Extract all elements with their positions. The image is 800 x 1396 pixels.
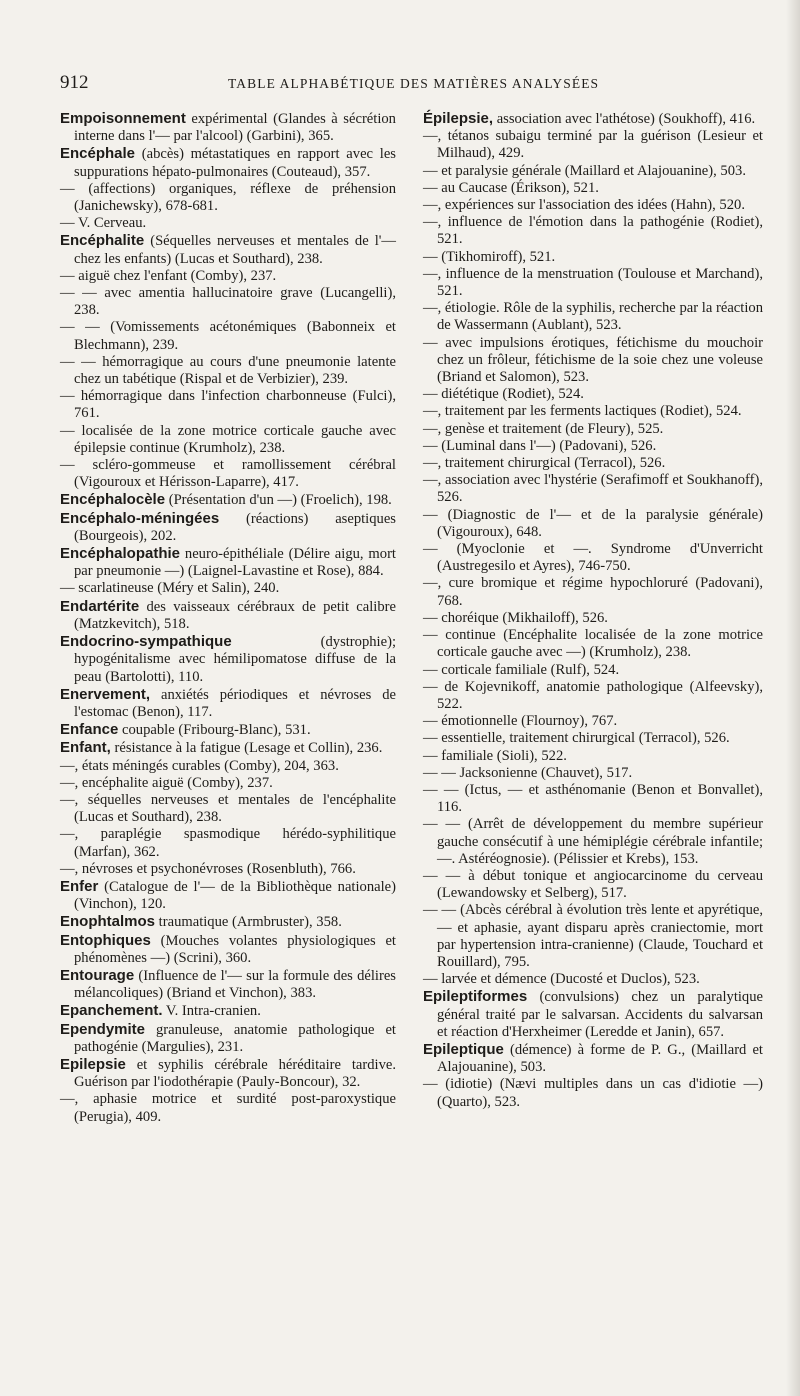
index-entry: [423, 300, 763, 334]
index-entry: [60, 598, 396, 633]
index-entry: [423, 971, 763, 988]
index-entry: [423, 455, 763, 472]
index-entry: [423, 421, 763, 438]
entry-text: (démence) à forme de P. G., (Maillard et Alajouanine), 503.: [437, 1041, 763, 1076]
index-entry: [60, 232, 396, 267]
index-entry: [60, 354, 396, 388]
entry-text: (convulsions) chez un paralytique général traité par le salvarsan. Accidents du salvarsan et réaction d'Herxheimer (Leredde et Janin), 657.: [437, 989, 764, 1040]
entry-text: —, paraplégie spasmodique hérédo-syphilitique (Marfan), 362.: [60, 826, 396, 860]
index-entry: [423, 988, 763, 1041]
entry-headword: Epilepsie: [60, 1055, 126, 1073]
entry-text: —, expériences sur l'association des idées (Hahn), 520.: [423, 197, 745, 214]
entry-text: association avec l'athétose) (Soukhoff), 416.: [496, 111, 756, 127]
entry-text: —, association avec l'hystérie (Serafimoff et Soukhanoff), 526.: [423, 472, 763, 506]
entry-text: — scarlatineuse (Méry et Salin), 240.: [60, 580, 280, 597]
index-entry: [60, 268, 396, 285]
entry-headword: Entophiques: [60, 931, 151, 949]
entry-text: — corticale familiale (Rulf), 524.: [423, 661, 620, 678]
entry-text: — scléro-gommeuse et ramollissement cérébral (Vigouroux et Hérisson-Laparre), 417.: [60, 457, 396, 491]
index-entry: [423, 868, 763, 902]
entry-text: (abcès) métastatiques en rapport avec les suppurations hépato-pulmonaires (Couteaud), 357.: [74, 146, 396, 180]
index-entry: [60, 878, 396, 913]
entry-text: —, tétanos subaigu terminé par la guérison (Lesieur et Milhaud), 429.: [423, 128, 763, 162]
index-entry: [423, 335, 763, 387]
index-entry: [423, 197, 763, 214]
entry-headword: Entourage: [60, 966, 135, 984]
index-entry: [423, 541, 763, 575]
index-entry: [423, 575, 763, 609]
index-entry: [60, 1021, 396, 1056]
index-entry: [423, 438, 763, 455]
index-entry: [423, 249, 763, 266]
entry-headword: Encéphalite: [60, 232, 145, 250]
index-entry: [60, 510, 396, 545]
entry-text: — continue (Encéphalite localisée de la zone motrice corticale gauche avec —) (Krumholz), 238.: [423, 627, 763, 661]
index-entry: [60, 285, 396, 319]
index-entry: [60, 423, 396, 457]
index-entry: [60, 758, 396, 775]
index-entry: [423, 110, 763, 128]
entry-text: (Mouches volantes physiologiques et phénomènes —) (Scrini), 360.: [74, 932, 396, 966]
index-entry: [423, 748, 763, 765]
index-entry: [423, 902, 763, 971]
entry-text: — — (Ictus, — et asthénomanie (Benon et Bonvallet), 116.: [423, 781, 763, 816]
entry-text: —, genèse et traitement (de Fleury), 525.: [423, 420, 664, 437]
index-entry: [423, 627, 763, 661]
entry-text: — et paralysie générale (Maillard et Alajouanine), 503.: [423, 162, 746, 179]
entry-text: —, séquelles nerveuses et mentales de l'encéphalite (Lucas et Southard), 238.: [60, 791, 396, 826]
entry-text: — au Caucase (Érikson), 521.: [423, 179, 599, 196]
entry-text: traumatique (Armbruster), 358.: [158, 914, 342, 931]
index-entry: [423, 266, 763, 300]
entry-text: — — avec amentia hallucinatoire grave (Lucangelli), 238.: [60, 285, 396, 319]
index-entry: [60, 686, 396, 721]
entry-headword: Encéphalopathie: [60, 545, 181, 563]
entry-text: (Séquelles nerveuses et mentales de l'— chez les enfants) (Lucas et Southard), 238.: [74, 233, 396, 267]
index-entry: [60, 545, 396, 580]
entry-headword: Encéphalo-méningées: [60, 509, 220, 527]
entry-text: — de Kojevnikoff, anatomie pathologique (Alfeevsky), 522.: [423, 678, 763, 712]
index-entry: [423, 662, 763, 679]
entry-text: (réactions) aseptiques (Bourgeois), 202.: [74, 510, 396, 544]
entry-headword: Endartérite: [60, 597, 140, 615]
entry-text: — (Luminal dans l'—) (Padovani), 526.: [423, 437, 657, 454]
entry-text: V. Intra-cranien.: [165, 1003, 261, 1020]
entry-headword: Endocrino-sympathique: [60, 633, 232, 651]
entry-text: — (Myoclonie et —. Syndrome d'Unverricht (Austregesilo et Ayres), 746-750.: [423, 541, 763, 575]
index-entry: [60, 739, 396, 757]
index-entry: [423, 507, 763, 541]
entry-text: granuleuse, anatomie pathologique et pathogénie (Margulies), 231.: [74, 1021, 396, 1055]
index-entry: [423, 163, 763, 180]
entry-text: —, encéphalite aiguë (Comby), 237.: [60, 774, 273, 791]
entry-text: —, traitement chirurgical (Terracol), 526.: [423, 455, 666, 472]
right-column: [423, 110, 763, 1111]
entry-text: — (Tikhomiroff), 521.: [423, 248, 556, 265]
running-title: TABLE ALPHABÉTIQUE DES MATIÈRES ANALYSÉES: [228, 76, 600, 91]
entry-headword: Enfer: [60, 877, 99, 895]
entry-text: — avec impulsions érotiques, fétichisme du mouchoir chez un frôleur, fétichisme de la soie chez une voleuse (Briand et Salomon), 523.: [423, 334, 763, 386]
index-entry: [60, 145, 396, 180]
entry-text: —, influence de l'émotion dans la pathogénie (Rodiet), 521.: [423, 214, 763, 248]
index-entry: [60, 861, 396, 878]
entry-text: —, traitement par les ferments lactiques (Rodiet), 524.: [423, 403, 742, 420]
entry-text: — (Diagnostic de l'— et de la paralysie générale) (Vigouroux), 648.: [423, 506, 763, 540]
entry-text: —, névroses et psychonévroses (Rosenbluth), 766.: [60, 860, 356, 877]
entry-text: — V. Cerveau.: [60, 215, 147, 232]
entry-text: —, aphasie motrice et surdité post-paroxystique (Perugia), 409.: [60, 1091, 396, 1125]
entry-text: — émotionnelle (Flournoy), 767.: [423, 713, 618, 730]
index-entry: [423, 610, 763, 627]
index-entry: [60, 775, 396, 792]
entry-text: — aiguë chez l'enfant (Comby), 237.: [60, 267, 277, 284]
entry-text: (Catalogue de l'— de la Bibliothèque nationale) (Vinchon), 120.: [74, 878, 396, 913]
index-entry: [60, 1002, 396, 1020]
index-entry: [60, 319, 396, 353]
entry-text: —, étiologie. Rôle de la syphilis, recherche par la réaction de Wassermann (Aublant), 523.: [423, 300, 763, 334]
entry-text: — familiale (Sioli), 522.: [423, 747, 567, 764]
entry-text: coupable (Fribourg-Blanc), 531.: [122, 722, 311, 739]
entry-headword: Ependymite: [60, 1020, 146, 1038]
entry-text: expérimental (Glandes à sécrétion interne dans l'— par l'alcool) (Garbini), 365.: [74, 111, 396, 145]
entry-headword: Epanchement.: [60, 1002, 163, 1020]
index-entry: [423, 1041, 763, 1076]
entry-text: — (affections) organiques, réflexe de préhension (Janichewsky), 678-681.: [60, 180, 396, 215]
entry-headword: Epileptiformes: [423, 988, 528, 1006]
page-edge-shadow: [786, 0, 800, 1396]
entry-headword: Epileptique: [423, 1040, 504, 1058]
entry-headword: Enervement,: [60, 685, 151, 703]
entry-text: anxiétés périodiques et névroses de l'estomac (Benon), 117.: [74, 686, 396, 720]
entry-text: — choréique (Mikhailoff), 526.: [423, 609, 608, 626]
index-entry: [60, 721, 396, 739]
entry-headword: Encéphalocèle: [60, 491, 166, 509]
entry-text: —, influence de la menstruation (Toulouse et Marchand), 521.: [423, 265, 763, 300]
index-entry: [60, 388, 396, 422]
entry-text: (dystrophie); hypogénitalisme avec hémilipomatose diffuse de la peau (Bartolotti), 110.: [74, 634, 396, 685]
entry-text: — — (Abcès cérébral à évolution très lente et apyrétique, — et aphasie, ayant disparu après craniectomie, mort par hypertension intra-cranienne) (Claude, Touchard et Rouillard), 795.: [423, 902, 763, 970]
index-entry: [60, 967, 396, 1002]
index-entry: [60, 181, 396, 215]
index-entry: [423, 730, 763, 747]
index-entry: [60, 580, 396, 597]
index-entry: [423, 403, 763, 420]
entry-text: — essentielle, traitement chirurgical (Terracol), 526.: [423, 730, 730, 747]
left-column: [60, 110, 396, 1126]
page-header: [60, 72, 768, 98]
index-entry: [60, 110, 396, 145]
entry-text: neuro-épithéliale (Délire aigu, mort par pneumonie —) (Laignel-Lavastine et Rose), 884.: [74, 546, 396, 580]
entry-text: — — hémorragique au cours d'une pneumonie latente chez un tabétique (Rispal et de Verbizier), 239.: [60, 353, 396, 388]
index-entry: [423, 765, 763, 782]
entry-text: — — (Vomissements acétonémiques (Babonneix et Blechmann), 239.: [60, 319, 396, 353]
index-entry: [60, 1091, 396, 1125]
index-entry: [60, 913, 396, 931]
entry-headword: Épilepsie,: [423, 110, 494, 127]
entry-text: — hémorragique dans l'infection charbonneuse (Fulci), 761.: [60, 388, 396, 422]
entry-text: —, cure bromique et régime hypochloruré (Padovani), 768.: [423, 575, 763, 609]
index-entry: [423, 386, 763, 403]
index-entry: [60, 457, 396, 491]
entry-headword: Encéphale: [60, 145, 136, 163]
entry-text: — (idiotie) (Nævi multiples dans un cas d'idiotie —) (Quarto), 523.: [423, 1076, 763, 1110]
entry-text: — — Jacksonienne (Chauvet), 517.: [423, 764, 633, 781]
entry-text: —, états méningés curables (Comby), 204, 363.: [60, 757, 339, 774]
index-entry: [60, 491, 396, 509]
entry-text: résistance à la fatigue (Lesage et Collin), 236.: [114, 740, 383, 757]
entry-headword: Enfant,: [60, 739, 111, 757]
page-number: 912: [60, 72, 89, 93]
entry-text: (Influence de l'— sur la formule des délires mélancoliques) (Briand et Vinchon), 383.: [74, 967, 396, 1002]
index-entry: [423, 782, 763, 816]
index-entry: [423, 679, 763, 713]
index-entry: [60, 633, 396, 686]
index-entry: [60, 215, 396, 232]
index-entry: [423, 128, 763, 162]
entry-text: — — (Arrêt de développement du membre supérieur gauche consécutif à une hémiplégie cérébrale infantile; —. Astéréognosie). (Pélissier et Krebs), 153.: [423, 816, 763, 867]
index-entry: [423, 472, 763, 506]
entry-text: — localisée de la zone motrice corticale gauche avec épilepsie continue (Krumholz), 238.: [60, 422, 396, 456]
index-entry: [60, 792, 396, 826]
entry-text: — larvée et démence (Ducosté et Duclos), 523.: [423, 971, 700, 988]
entry-text: et syphilis cérébrale héréditaire tardive. Guérison par l'iodothérapie (Pauly-Boncour), 32.: [74, 1056, 396, 1091]
index-entry: [423, 816, 763, 868]
entry-text: — — à début tonique et angiocarcinome du cerveau (Lewandowsky et Selberg), 517.: [423, 867, 763, 902]
index-entry: [60, 826, 396, 860]
index-entry: [423, 713, 763, 730]
index-entry: [423, 214, 763, 248]
entry-headword: Enfance: [60, 721, 119, 739]
index-entry: [423, 180, 763, 197]
index-entry: [60, 932, 396, 967]
entry-text: (Présentation d'un —) (Froelich), 198.: [168, 492, 392, 509]
entry-text: — diététique (Rodiet), 524.: [423, 386, 584, 403]
entry-text: des vaisseaux cérébraux de petit calibre (Matzkevitch), 518.: [74, 598, 396, 632]
entry-headword: Enophtalmos: [60, 913, 156, 931]
index-entry: [423, 1076, 763, 1110]
index-entry: [60, 1056, 396, 1091]
entry-headword: Empoisonnement: [60, 110, 186, 127]
